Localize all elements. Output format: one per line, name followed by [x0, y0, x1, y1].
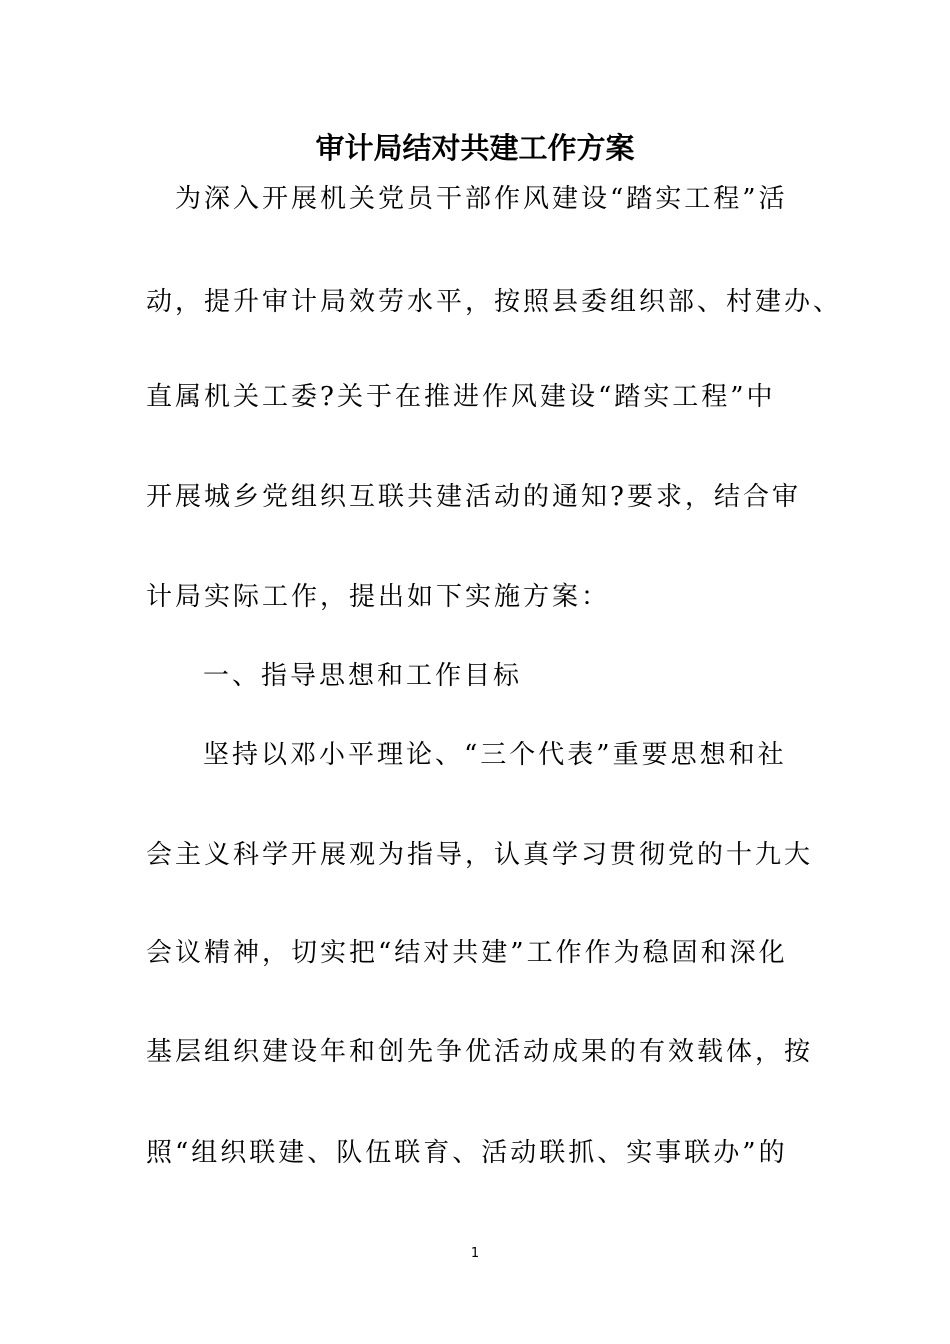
paragraph-line: 直属机关工委?关于在推进作风建设“踏实工程”中 — [146, 382, 776, 412]
paragraph-line: 会议精神，切实把“结对共建”工作作为稳固和深化 — [146, 938, 788, 968]
page-number: 1 — [470, 1246, 480, 1261]
document-title: 审计局结对共建工作方案 — [315, 131, 635, 165]
paragraph-line: 计局实际工作，提出如下实施方案： — [146, 582, 611, 612]
paragraph-line: 坚持以邓小平理论、“三个代表”重要思想和社 — [203, 740, 787, 770]
paragraph-line: 为深入开展机关党员干部作风建设“踏实工程”活 — [175, 184, 788, 214]
paragraph-line: 照“组织联建、队伍联育、活动联抓、实事联办”的 — [146, 1138, 788, 1168]
paragraph-line: 开展城乡党组织互联共建活动的通知?要求，结合审 — [146, 482, 801, 512]
paragraph-line: 会主义科学开展观为指导，认真学习贯彻党的十九大 — [146, 840, 814, 870]
paragraph-line: 基层组织建设年和创先争优活动成果的有效载体，按 — [146, 1037, 814, 1067]
paragraph-line: 动，提升审计局效劳水平，按照县委组织部、村建办、 — [146, 287, 843, 317]
section-heading: 一、指导思想和工作目标 — [203, 661, 523, 691]
